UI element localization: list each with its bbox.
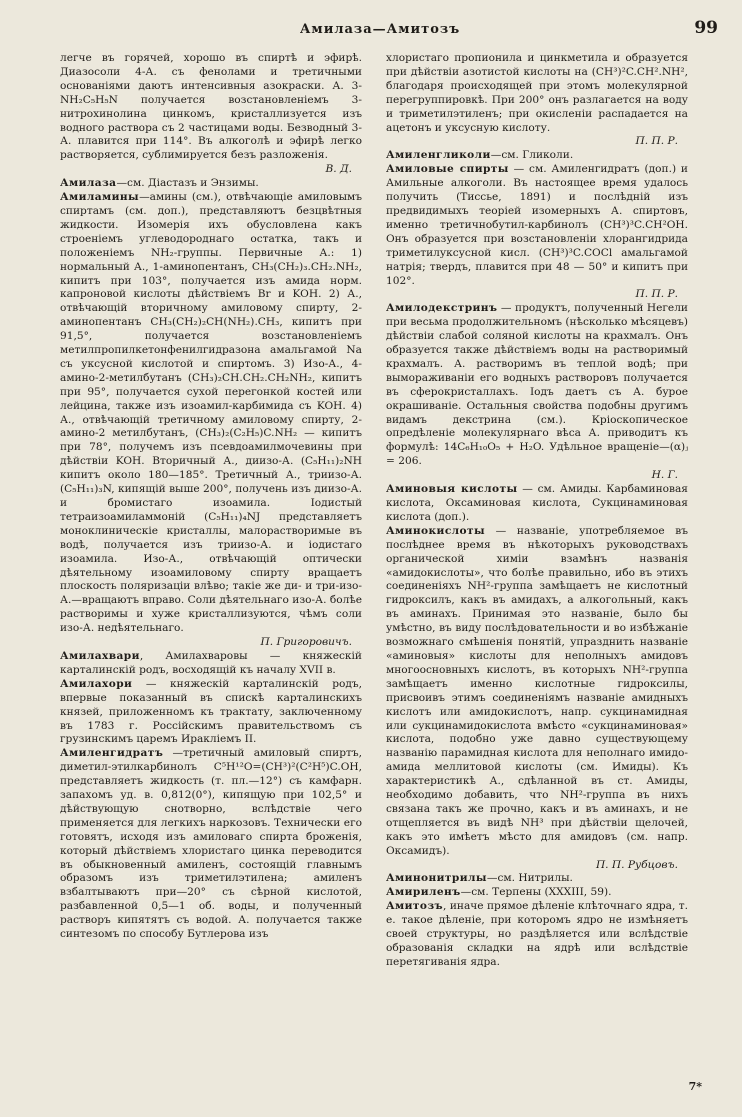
- headword: Амиламины: [60, 191, 140, 204]
- entry-amilaminy: Амиламины—амины (см.), отвѣчающіе амиловымъ спиртамъ (см. доп.), представляютъ безцвѣтныя жидкости. Изомерія ихъ обусловлена какъ строеніемъ углеводороднаго остатка, такъ и положеніемъ NH₂-группы. Первичные А.: 1) нормальный А., 1-аминопентанъ, CH₃(CH₂)₃.CH₂.NH₂, кипитъ при 103°, получается изъ амида норм. капроновой кислоты дѣйствіемъ Br и KOH. 2) А., отвѣчающій вторичному амиловому спирту, 2-аминопентанъ CH₃(CH₂)₂CH(NH₂).CH₃, кипитъ при 91,5°, получается возстановленіемъ метилпропилкетонфенилгидразона амальгамой Na съ уксусной кислотой и спиртомъ. 3) Изо-А., 4-амино-2-метилбутанъ (CH₃)₂CH.CH₂.CH₂NH₂, кипитъ при 95°, получается сухой перегонкой костей или лейцина, также изъ изоамил-карбимида съ KOH. 4) А., отвѣчающій третичному амиловому спирту, 2-амино-2 метилбутанъ, (CH₃)₂(C₂H₅)C.NH₂ — кипитъ при 78°, получемъ изъ псевдоамилмочевины при дѣйствіи KOH. Вторичный А., диизо-А. (C₅H₁₁)₂NH кипитъ около 180—185°. Третичный А., триизо-А. (C₅H₁₁)₃N, кипящій выше 200°, получень изъ диизо-А. и бромистаго изоамила. Іодистый тетраизоамиламмоній (C₅H₁₁)₄NJ представляетъ моноклиническіе кристаллы, малорастворимые въ водѣ, получается изъ триизо-А. и іодистаго изоамила. Изо-А., отвѣчающій оптически дѣятельному изоамиловому спирту вращаетъ плоскость поляризаціи влѣво; такіе же ди- и три-изо-А.—вращаютъ вправо. Соли дѣятельнаго изо-А. болѣе растворимы и хуже кристаллизуются, чѣмъ соли изо-А. недѣятельнаго. П. Григоровичъ.: [60, 191, 362, 649]
- entry-amilakhvari: Амилахвари, Амилахваровы — княжескій карталинскій родъ, восходящій къ началу XVII в.: [60, 649, 362, 676]
- entry-amitoz: Амитозъ, иначе прямое дѣленіе клѣточнаго ядра, т. е. такое дѣленіе, при которомъ ядро не измѣняетъ своей структуры, но раздѣляется или вслѣдствіе образованія складки на ядрѣ или вслѣдствіе перетягиванія ядра.: [386, 900, 688, 968]
- headword: Амитозъ: [386, 900, 444, 913]
- author-signature: П. П. Р.: [635, 135, 678, 148]
- right-column: [386, 52, 688, 970]
- author-signature: П. П. Р.: [635, 288, 678, 301]
- headword: Аминокислоты: [386, 524, 485, 537]
- headword: Амилахори: [60, 677, 133, 690]
- page-number: 99: [694, 18, 718, 38]
- author-signature: Н. Г.: [651, 469, 678, 482]
- page-header: [60, 14, 718, 44]
- entry-amilaza: Амилаза—см. Діастазъ и Энзимы.: [60, 177, 259, 190]
- headword: Амилодекстринъ: [386, 302, 498, 315]
- headword: Амиловые спирты: [386, 163, 509, 176]
- entry-aminokisloty: Аминокислоты — названіе, употребляемое въ послѣднее время въ нѣкоторыхъ руководствахъ органической химіи взамѣнъ названія «амидокислоты», что болѣе правильно, ибо въ этихъ соединеніяхъ NH²-группа замѣщаетъ не кислотный гидроксилъ, какъ въ амидахъ, а алкогольный, какъ въ аминахъ. Принимая это названіе, было бы умѣстно, въ виду послѣдовательности и во избѣжаніе возможнаго смѣшенія понятій, упразднить названіе «аминовыя» кислоты для неполныхъ амидовъ многоосновныхъ кислотъ, въ которыхъ NH²-группа замѣщаетъ именно кислотные гидроксилы, присвоивъ этимъ соединеніямъ названіе амидныхъ кислотъ или амидокислотъ, напр. сукцинамидная или сукцинамидокислота вмѣсто «сукцинаминовая» кислота, подобно уже давно существующему названію парамидная кислота для неполнаго имидо-амида меллитовой кислоты (см. Имиды). Къ характеристикѣ А., сдѣланной въ ст. Амиды, необходимо добавить, что NH²-группа въ нихъ связана такъ же прочно, какъ и въ аминахъ, и не отщепляется въ видѣ NH³ при дѣйствіи щелочей, какъ это имѣетъ мѣсто для амидовъ (см. напр. Оксамидъ). П. П. Рубцовъ.: [386, 524, 688, 871]
- entry-amilovye-spirty: Амиловые спирты — см. Амиленгидратъ (доп.) и Амильные алкоголи. Въ настоящее время удалось получить (Тиссье, 1891) и послѣдній изъ предвидимыхъ теоріей изомерныхъ А. спиртовъ, именно третичнобутил-карбинолъ (CH³)³C.CH²OH. Онъ образуется при возстановленіи хлорангидрида триметилуксусной кисл. (CH³)³C.COCl амальгамой натрія; твердъ, плавится при 48 — 50° и кипитъ при 102°. П. П. Р.: [386, 163, 688, 301]
- running-title: Амилаза—Амитозъ: [299, 22, 461, 37]
- entry-amilodekstrin: Амилодекстринъ — продуктъ, полученный Негели при весьма продолжительномъ (нѣсколько мѣсяцевъ) дѣйствіи слабой соляной кислоты на крахмалъ. Онъ образуется также дѣйствіемъ воды на растворимый крахмалъ. А. растворимъ въ теплой водѣ; при вымораживаніи его водныхъ растворовъ получается въ сферокристаллахъ. Іодъ даетъ съ А. бурое окрашиваніе. Остальныя свойства подобны другимъ видамъ декстрина (см.). Кріоскопическое опредѣленіе молекулярнаго вѣса А. приводитъ къ формулѣ: 14C₆H₁₀O₅ + H₂O. Удѣльное вращеніе—(α)ⱼ = 206. Н. Г.: [386, 302, 688, 482]
- headword: Амиленгидратъ: [60, 747, 164, 760]
- signature-mark: 7*: [688, 1080, 702, 1093]
- headword: Амириленъ: [386, 886, 461, 899]
- entry-aminovye-kisloty: Аминовыя кислоты — см. Амиды. Карбаминовая кислота, Оксаминовая кислота, Сукцинаминовая кислота (доп.).: [386, 483, 688, 523]
- entry-amirilen: Амириленъ—см. Терпены (XXXIII, 59).: [386, 886, 612, 899]
- entry-amilenglikoli: Амиленгликоли—см. Гликоли.: [386, 149, 574, 162]
- entry-amilakhori: Амилахори — княжескій карталинскій родъ, впервые показанный въ спискѣ карталинскихъ князей, приложенномъ къ трактату, заключенному въ 1783 г. Россійскимъ правительствомъ съ грузинскимъ царемъ Иракліемъ II.: [60, 677, 362, 746]
- author-signature: П. Григоровичъ.: [260, 636, 352, 649]
- author-signature: В. Д.: [325, 163, 352, 176]
- left-column: [60, 52, 362, 942]
- headword: Аминонитрилы: [386, 872, 487, 885]
- headword: Амиленгликоли: [386, 149, 491, 162]
- entry-continuation: легче въ горячей, хорошо въ спиртѣ и эфирѣ. Диазосоли 4-А. съ фенолами и третичными основаніями даютъ интенсивныя азокраски. А. 3-NH₂C₅H₅N получается возстановленіемъ 3-нитрохинолина цинкомъ, кристаллизуется изъ водного раствора съ 2 частицами воды. Безводный 3-А. плавится при 114°. Въ алкоголѣ и эфирѣ легко растворяется, сублимируется безъ разложенія. В. Д.: [60, 52, 362, 176]
- entry-amilengidrat: Амиленгидратъ —третичный амиловый спиртъ, диметил-этилкарбинолъ C⁵H¹²O=(CH³)²(C²H⁵)C.OH, представляетъ жидкость (т. пл.—12°) съ камфарн. запахомъ уд. в. 0,812(0°), кипящую при 102,5° и дѣйствующую снотворно, вслѣдствіе чего применяется для легкихъ наркозовъ. Технически его готовятъ, исходя изъ амиловаго спирта броженія, который дѣйствіемъ хлористаго цинка переводится въ обыкновенный амиленъ, состоящій главнымъ образомъ изъ триметилэтилена; амиленъ взбалтываютъ при—20° съ сѣрной кислотой, разбавленной 0,5—1 об. воды, и полученный растворъ кипятятъ съ водой. А. получается также синтезомъ по способу Бутлерова изъ: [60, 747, 362, 941]
- headword: Аминовыя кислоты: [386, 483, 518, 496]
- headword: Амилаза: [60, 177, 117, 190]
- entry-aminonitrily: Аминонитрилы—см. Нитрилы.: [386, 872, 573, 885]
- entry-continuation: хлористаго пропионила и цинкметила и образуется при дѣйствіи азотистой кислоты на (CH³)²C.CH².NH², благодаря происходящей при этомъ молекулярной перегруппировкѣ. При 200° онъ разлагается на воду и триметилэтиленъ; при окисленіи распадается на ацетонъ и уксусную кислоту. П. П. Р.: [386, 52, 688, 148]
- headword: Амилахвари: [60, 649, 140, 662]
- author-signature: П. П. Рубцовъ.: [595, 858, 678, 871]
